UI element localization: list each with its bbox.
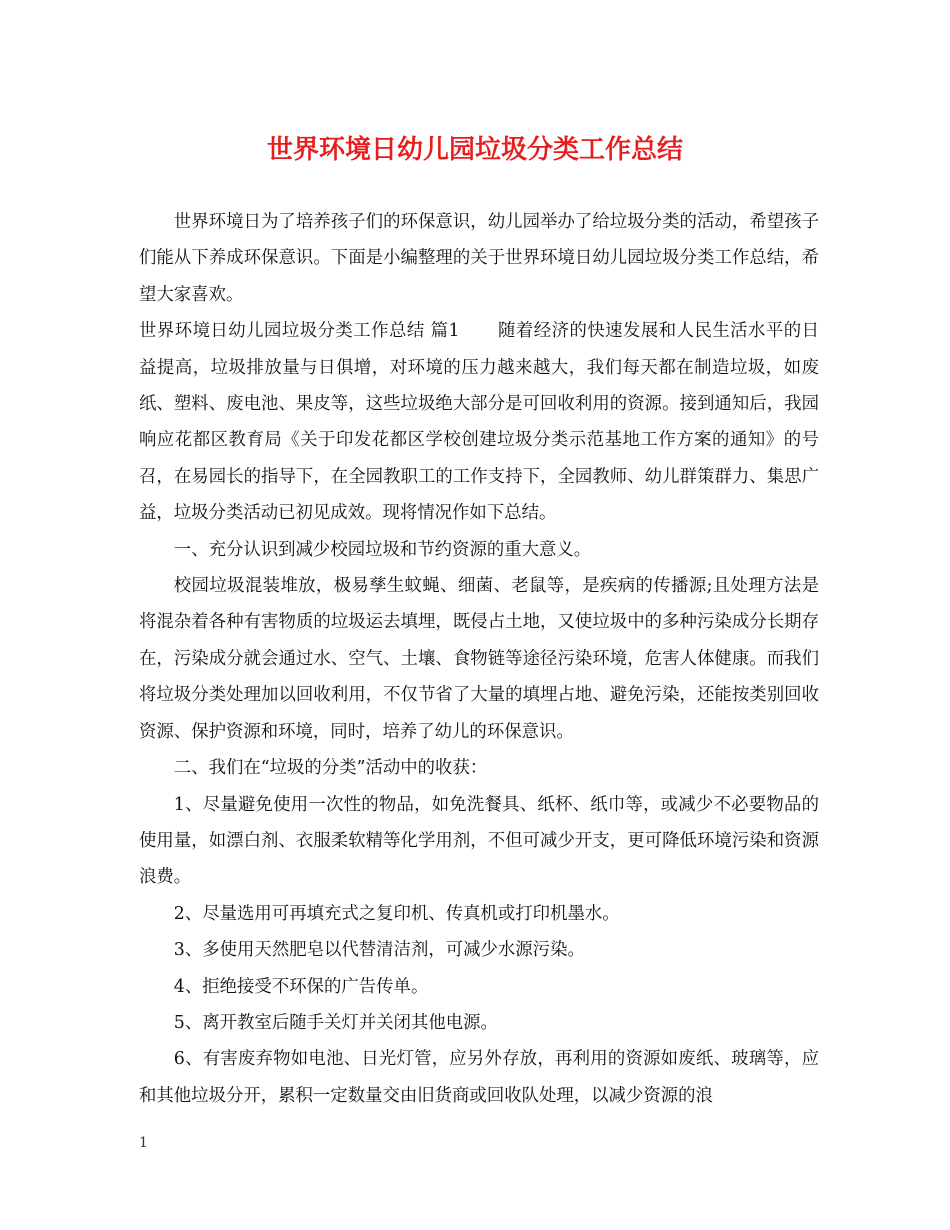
list-item: 3、多使用天然肥皂以代替清洁剂，可减少水源污染。 xyxy=(173,940,585,961)
section-intro: 随着经济的快速发展和人民生活水平的日益提高，垃圾排放量与日俱增，对环境的压力越来越大，我们每天都在制造垃圾，如废纸、塑料、废电池、果皮等，这些垃圾绝大部分是可回收利用的资源。接到通知后，我园响应花都区教育局《关于印发花都区学校创建垃圾分类示范基地工作方案的通知》的号召，在易园长的指导下，在全园教职工的工作支持下，全园教师、幼儿群策群力、集思广益，垃圾分类活动已初见成效。现将情况作如下总结。 xyxy=(139,321,819,524)
document-title: 世界环境日幼儿园垃圾分类工作总结 xyxy=(266,135,683,165)
list-item: 6、有害废弃物如电池、日光灯管，应另外存放，再利用的资源如废纸、玻璃等，应和其他垃圾分开，累积一定数量交由旧货商或回收队处理，以减少资源的浪 xyxy=(139,1049,819,1106)
list-item: 5、离开教室后随手关灯并关闭其他电源。 xyxy=(173,1012,498,1033)
list-item: 4、拒绝接受不环保的广告传单。 xyxy=(173,976,429,997)
part1-body: 校园垃圾混装堆放，极易孳生蚊蝇、细菌、老鼠等，是疾病的传播源;且处理方法是将混杂着各种有害物质的垃圾运去填埋，既侵占土地，又使垃圾中的多种污染成分长期存在，污染成分就会通过水、空气、土壤、食物链等途径污染环境，危害人体健康。而我们将垃圾分类处理加以回收利用，不仅节省了大量的填埋占地、避免污染，还能按类别回收资源、保护资源和环境，同时，培养了幼儿的环保意识。 xyxy=(139,576,819,742)
page-number: 1 xyxy=(139,1135,148,1151)
section-paragraph xyxy=(139,313,819,531)
document-body xyxy=(139,204,819,1114)
section-heading: 世界环境日幼儿园垃圾分类工作总结 篇1 xyxy=(139,321,460,342)
intro-paragraph: 世界环境日为了培养孩子们的环保意识，幼儿园举办了给垃圾分类的活动，希望孩子们能从下养成环保意识。下面是小编整理的关于世界环境日幼儿园垃圾分类工作总结，希望大家喜欢。 xyxy=(139,212,819,305)
list-item: 2、尽量选用可再填充式之复印机、传真机或打印机墨水。 xyxy=(173,903,620,924)
part1-heading: 一、充分认识到减少校园垃圾和节约资源的重大意义。 xyxy=(173,539,592,560)
part2-heading: 二、我们在“垃圾的分类”活动中的收获： xyxy=(173,758,488,779)
list-item: 1、尽量避免使用一次性的物品，如免洗餐具、纸杯、纸巾等，或减少不必要物品的使用量，如漂白剂、衣服柔软精等化学用剂，不但可减少开支，更可降低环境污染和资源浪费。 xyxy=(139,794,819,888)
